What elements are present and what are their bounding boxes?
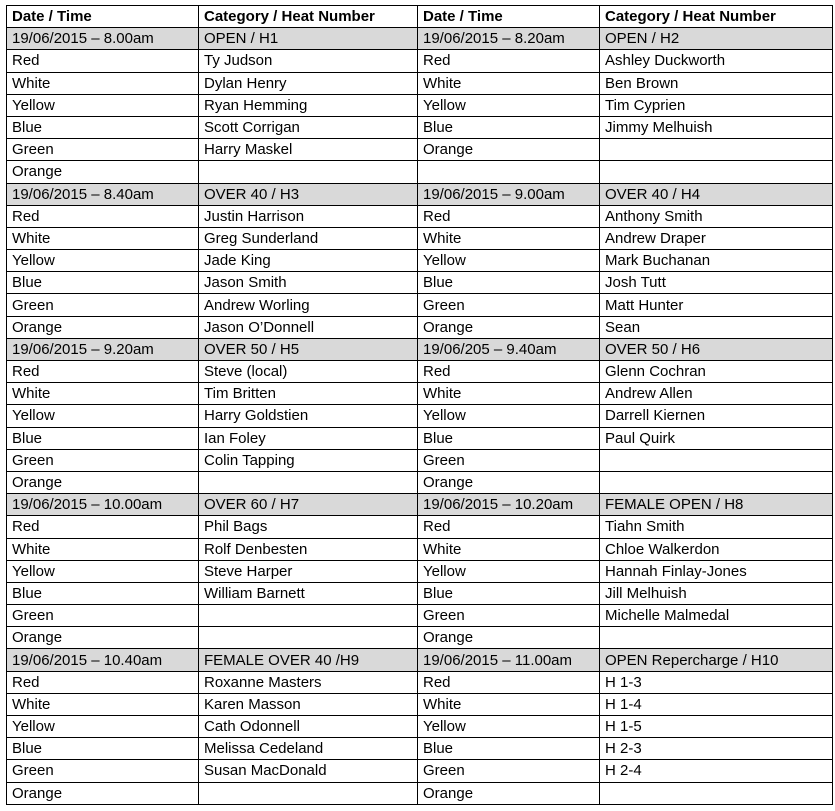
colour-cell: Yellow — [7, 250, 199, 272]
competitor-name: Ryan Hemming — [199, 94, 418, 116]
competitor-name — [600, 449, 833, 471]
competitor-name: Steve Harper — [199, 560, 418, 582]
competitor-name: Phil Bags — [199, 516, 418, 538]
heat-category: OPEN / H1 — [199, 28, 418, 50]
competitor-name: Dylan Henry — [199, 72, 418, 94]
table-row — [7, 161, 833, 183]
heat-category: FEMALE OVER 40 /H9 — [199, 649, 418, 671]
competitor-name: Sean — [600, 316, 833, 338]
heat-category: OPEN / H2 — [600, 28, 833, 50]
competitor-name: Greg Sunderland — [199, 227, 418, 249]
colour-cell: Red — [7, 516, 199, 538]
competitor-name: Mark Buchanan — [600, 250, 833, 272]
competitor-name: Ian Foley — [199, 427, 418, 449]
colour-cell: Orange — [418, 627, 600, 649]
colour-cell: Red — [7, 50, 199, 72]
table-row — [7, 582, 833, 604]
competitor-name — [199, 782, 418, 804]
heat-date-time: 19/06/2015 – 8.40am — [7, 183, 199, 205]
colour-cell: Green — [7, 449, 199, 471]
colour-cell: Green — [418, 449, 600, 471]
table-row — [7, 738, 833, 760]
competitor-name: Chloe Walkerdon — [600, 538, 833, 560]
table-row — [7, 605, 833, 627]
competitor-name: Jason Smith — [199, 272, 418, 294]
competitor-name: Harry Goldstien — [199, 405, 418, 427]
colour-cell: Blue — [418, 272, 600, 294]
table-row — [7, 560, 833, 582]
table-row — [7, 316, 833, 338]
colour-cell: Orange — [7, 316, 199, 338]
colour-cell: White — [418, 693, 600, 715]
colour-cell: Yellow — [418, 560, 600, 582]
table-row — [7, 383, 833, 405]
colour-cell: Yellow — [7, 560, 199, 582]
colour-cell: Blue — [418, 582, 600, 604]
header-date-time: Date / Time — [418, 6, 600, 28]
heat-header-row — [7, 649, 833, 671]
heat-date-time: 19/06/205 – 9.40am — [418, 338, 600, 360]
heat-date-time: 19/06/2015 – 10.00am — [7, 494, 199, 516]
table-row — [7, 760, 833, 782]
colour-cell: Orange — [418, 471, 600, 493]
colour-cell: Red — [7, 671, 199, 693]
competitor-name: Roxanne Masters — [199, 671, 418, 693]
colour-cell: Red — [7, 361, 199, 383]
competitor-name: Glenn Cochran — [600, 361, 833, 383]
heat-category: FEMALE OPEN / H8 — [600, 494, 833, 516]
competitor-name: H 2-4 — [600, 760, 833, 782]
colour-cell: Red — [418, 516, 600, 538]
heat-date-time: 19/06/2015 – 9.00am — [418, 183, 600, 205]
competitor-name: Rolf Denbesten — [199, 538, 418, 560]
competitor-name: Ty Judson — [199, 50, 418, 72]
header-date-time: Date / Time — [7, 6, 199, 28]
colour-cell: Orange — [418, 316, 600, 338]
competitor-name — [600, 471, 833, 493]
colour-cell: Blue — [7, 582, 199, 604]
competitor-name: Matt Hunter — [600, 294, 833, 316]
competitor-name: Anthony Smith — [600, 205, 833, 227]
colour-cell: Blue — [7, 738, 199, 760]
colour-cell: White — [418, 383, 600, 405]
competitor-name: Hannah Finlay-Jones — [600, 560, 833, 582]
colour-cell: White — [7, 383, 199, 405]
table-row — [7, 782, 833, 804]
colour-cell: Red — [418, 361, 600, 383]
colour-cell: Red — [418, 205, 600, 227]
colour-cell: Orange — [7, 161, 199, 183]
table-row — [7, 72, 833, 94]
colour-cell: White — [418, 227, 600, 249]
competitor-name: H 1-3 — [600, 671, 833, 693]
competitor-name: Ben Brown — [600, 72, 833, 94]
colour-cell: Green — [418, 294, 600, 316]
colour-cell — [418, 161, 600, 183]
colour-cell: Green — [7, 605, 199, 627]
competitor-name: Paul Quirk — [600, 427, 833, 449]
heat-header-row — [7, 28, 833, 50]
competitor-name: Scott Corrigan — [199, 116, 418, 138]
competitor-name: Jade King — [199, 250, 418, 272]
heat-category: OPEN Repercharge / H10 — [600, 649, 833, 671]
colour-cell: Orange — [7, 471, 199, 493]
competitor-name: Jill Melhuish — [600, 582, 833, 604]
colour-cell: Yellow — [418, 405, 600, 427]
heat-date-time: 19/06/2015 – 8.20am — [418, 28, 600, 50]
competitor-name: Darrell Kiernen — [600, 405, 833, 427]
colour-cell: White — [418, 72, 600, 94]
competitor-name: Karen Masson — [199, 693, 418, 715]
competitor-name — [600, 161, 833, 183]
competitor-name — [199, 605, 418, 627]
colour-cell: White — [7, 227, 199, 249]
colour-cell: Green — [7, 760, 199, 782]
colour-cell: Blue — [7, 272, 199, 294]
competitor-name: Jason O’Donnell — [199, 316, 418, 338]
table-row — [7, 205, 833, 227]
heat-date-time: 19/06/2015 – 10.40am — [7, 649, 199, 671]
colour-cell: White — [7, 72, 199, 94]
header-row — [7, 6, 833, 28]
competitor-name — [199, 161, 418, 183]
table-row — [7, 250, 833, 272]
colour-cell: Yellow — [7, 94, 199, 116]
competitor-name: Steve (local) — [199, 361, 418, 383]
competitor-name: Tim Cyprien — [600, 94, 833, 116]
table-row — [7, 471, 833, 493]
colour-cell: Orange — [7, 627, 199, 649]
competitor-name — [600, 139, 833, 161]
table-row — [7, 449, 833, 471]
colour-cell: Green — [7, 139, 199, 161]
competitor-name: H 1-5 — [600, 716, 833, 738]
colour-cell: White — [7, 538, 199, 560]
colour-cell: Blue — [418, 738, 600, 760]
table-row — [7, 671, 833, 693]
heat-header-row — [7, 338, 833, 360]
competitor-name: Harry Maskel — [199, 139, 418, 161]
colour-cell: Blue — [7, 427, 199, 449]
colour-cell: Orange — [418, 139, 600, 161]
colour-cell: Blue — [7, 116, 199, 138]
colour-cell: Red — [418, 50, 600, 72]
colour-cell: Yellow — [418, 716, 600, 738]
colour-cell: Green — [7, 294, 199, 316]
heat-category: OVER 50 / H6 — [600, 338, 833, 360]
colour-cell: Yellow — [7, 405, 199, 427]
colour-cell: Blue — [418, 427, 600, 449]
table-row — [7, 50, 833, 72]
table-row — [7, 139, 833, 161]
colour-cell: Yellow — [7, 716, 199, 738]
table-row — [7, 227, 833, 249]
heat-header-row — [7, 183, 833, 205]
colour-cell: Red — [7, 205, 199, 227]
table-row — [7, 427, 833, 449]
colour-cell: Orange — [7, 782, 199, 804]
header-category-heat: Category / Heat Number — [199, 6, 418, 28]
competitor-name — [600, 782, 833, 804]
colour-cell: Yellow — [418, 250, 600, 272]
heat-category: OVER 50 / H5 — [199, 338, 418, 360]
competitor-name: William Barnett — [199, 582, 418, 604]
colour-cell: Green — [418, 605, 600, 627]
table-row — [7, 716, 833, 738]
colour-cell: Yellow — [418, 94, 600, 116]
competitor-name: Michelle Malmedal — [600, 605, 833, 627]
competitor-name: Susan MacDonald — [199, 760, 418, 782]
heat-date-time: 19/06/2015 – 9.20am — [7, 338, 199, 360]
competitor-name — [600, 627, 833, 649]
schedule-body — [7, 28, 833, 805]
heat-category: OVER 40 / H3 — [199, 183, 418, 205]
competitor-name: Andrew Allen — [600, 383, 833, 405]
table-row — [7, 627, 833, 649]
table-row — [7, 294, 833, 316]
heat-header-row — [7, 494, 833, 516]
header-category-heat: Category / Heat Number — [600, 6, 833, 28]
competitor-name: H 2-3 — [600, 738, 833, 760]
competitor-name: Andrew Draper — [600, 227, 833, 249]
competitor-name: Colin Tapping — [199, 449, 418, 471]
competitor-name: H 1-4 — [600, 693, 833, 715]
colour-cell: Blue — [418, 116, 600, 138]
competitor-name — [199, 471, 418, 493]
competitor-name: Josh Tutt — [600, 272, 833, 294]
colour-cell: Red — [418, 671, 600, 693]
competitor-name: Jimmy Melhuish — [600, 116, 833, 138]
competitor-name — [199, 627, 418, 649]
heat-category: OVER 40 / H4 — [600, 183, 833, 205]
table-row — [7, 693, 833, 715]
competitor-name: Melissa Cedeland — [199, 738, 418, 760]
table-row — [7, 538, 833, 560]
colour-cell: Green — [418, 760, 600, 782]
competitor-name: Tim Britten — [199, 383, 418, 405]
table-row — [7, 116, 833, 138]
competitor-name: Ashley Duckworth — [600, 50, 833, 72]
table-row — [7, 272, 833, 294]
competitor-name: Tiahn Smith — [600, 516, 833, 538]
table-row — [7, 405, 833, 427]
heat-schedule-table — [6, 5, 833, 805]
heat-date-time: 19/06/2015 – 11.00am — [418, 649, 600, 671]
colour-cell: White — [418, 538, 600, 560]
competitor-name: Andrew Worling — [199, 294, 418, 316]
colour-cell: White — [7, 693, 199, 715]
competitor-name: Cath Odonnell — [199, 716, 418, 738]
table-row — [7, 94, 833, 116]
heat-date-time: 19/06/2015 – 8.00am — [7, 28, 199, 50]
colour-cell: Orange — [418, 782, 600, 804]
table-row — [7, 361, 833, 383]
heat-category: OVER 60 / H7 — [199, 494, 418, 516]
competitor-name: Justin Harrison — [199, 205, 418, 227]
heat-date-time: 19/06/2015 – 10.20am — [418, 494, 600, 516]
table-row — [7, 516, 833, 538]
